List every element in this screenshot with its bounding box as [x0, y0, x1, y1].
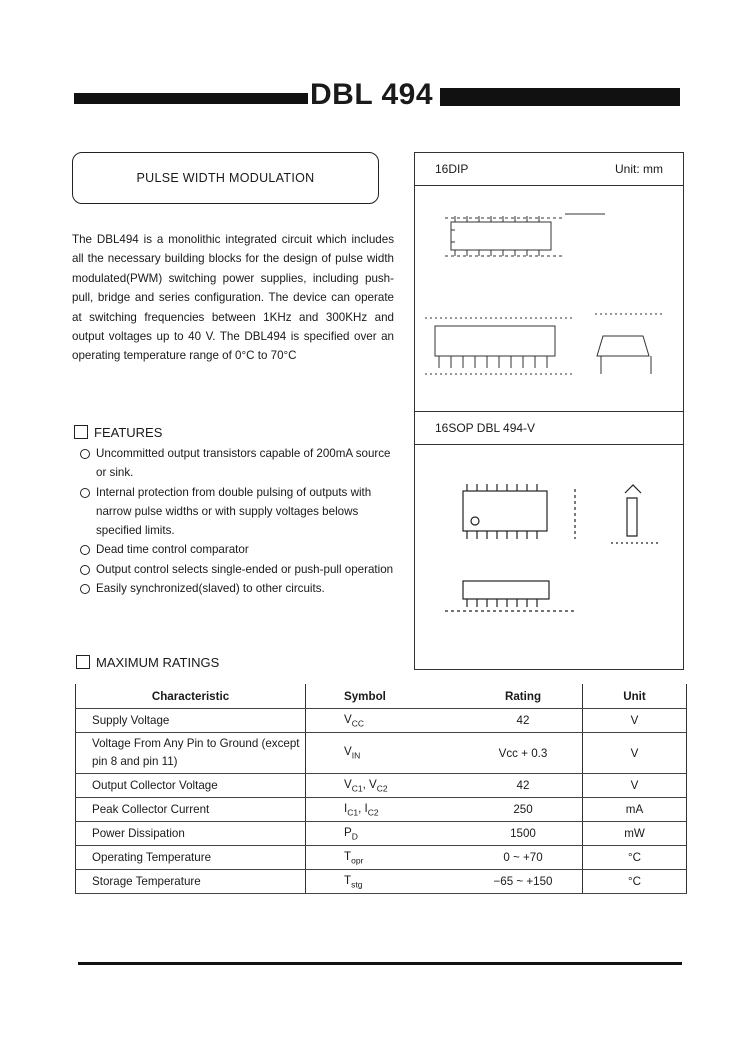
features-list	[78, 444, 398, 598]
header-bar-right	[440, 88, 680, 106]
col-rating: Rating	[464, 684, 583, 709]
table-row: Voltage From Any Pin to Ground (except pin 8 and pin 11) $V_{IN}$ Vcc + 0.3 V	[76, 733, 687, 774]
list-item: Output control selects single-ended or push-pull operation	[78, 560, 398, 579]
package-panel	[414, 152, 684, 670]
list-item: Dead time control comparator	[78, 540, 398, 559]
ratings-heading-text: MAXIMUM RATINGS	[96, 655, 220, 670]
col-characteristic: Characteristic	[76, 684, 306, 709]
title-box	[72, 152, 379, 204]
table-row: Supply Voltage $V_{CC}$ 42 V	[76, 709, 687, 733]
sop-package-drawing	[415, 453, 683, 663]
title-box-text: PULSE WIDTH MODULATION	[136, 171, 315, 185]
circle-bullet-icon	[80, 488, 90, 498]
sop-label: 16SOP DBL 494-V	[435, 421, 536, 435]
circle-bullet-icon	[80, 565, 90, 575]
list-item: Easily synchronized(slaved) to other circuits.	[78, 579, 398, 598]
footer-rule	[78, 962, 682, 965]
table-row: Power Dissipation $P_D$ 1500 mW	[76, 822, 687, 846]
circle-bullet-icon	[80, 584, 90, 594]
list-item: Uncommitted output transistors capable of 200mA source or sink.	[78, 444, 398, 483]
list-item: Internal protection from double pulsing of outputs with narrow pulse widths or with supply voltages belows specified limits.	[78, 483, 398, 541]
table-row: Output Collector Voltage $V_{C1}$, $V_{C2}$ 42 V	[76, 774, 687, 798]
table-header-row	[76, 684, 687, 709]
unit-label: Unit: mm	[615, 162, 663, 176]
features-heading	[74, 425, 162, 441]
table-row: Storage Temperature $T_{stg}$ −65 ~ +150 °C	[76, 870, 687, 894]
col-unit: Unit	[583, 684, 687, 709]
dip-package-drawing	[415, 186, 683, 411]
circle-bullet-icon	[80, 449, 90, 459]
features-heading-text: FEATURES	[94, 425, 163, 440]
description-paragraph: The DBL494 is a monolithic integrated circuit which includes all the necessary building blocks for the design of pulse width modulated(PWM) switching power supplies, including push-pull, bridge and series configuration. The device can operate at switching frequencies between 1KHz and 300KHz and output voltages up to 40 V. The DBL494 is specified over an operating temperature range of 0°C to 70°C	[72, 233, 394, 363]
table-row: Peak Collector Current $I_{C1}$, $I_{C2}$ 250 mA	[76, 798, 687, 822]
circle-bullet-icon	[80, 545, 90, 555]
sop-header-row	[415, 411, 683, 445]
header-bar-left	[74, 93, 308, 104]
checkbox-icon	[74, 425, 88, 439]
table-row: Operating Temperature $T_{opr}$ 0 ~ +70 °C	[76, 846, 687, 870]
checkbox-icon	[76, 655, 90, 669]
dip-header-row	[415, 153, 683, 186]
col-symbol: Symbol	[306, 684, 465, 709]
document-title: DBL 494	[310, 78, 434, 111]
dip-label: 16DIP	[435, 162, 469, 176]
ratings-table	[75, 684, 687, 894]
ratings-heading	[76, 655, 219, 671]
